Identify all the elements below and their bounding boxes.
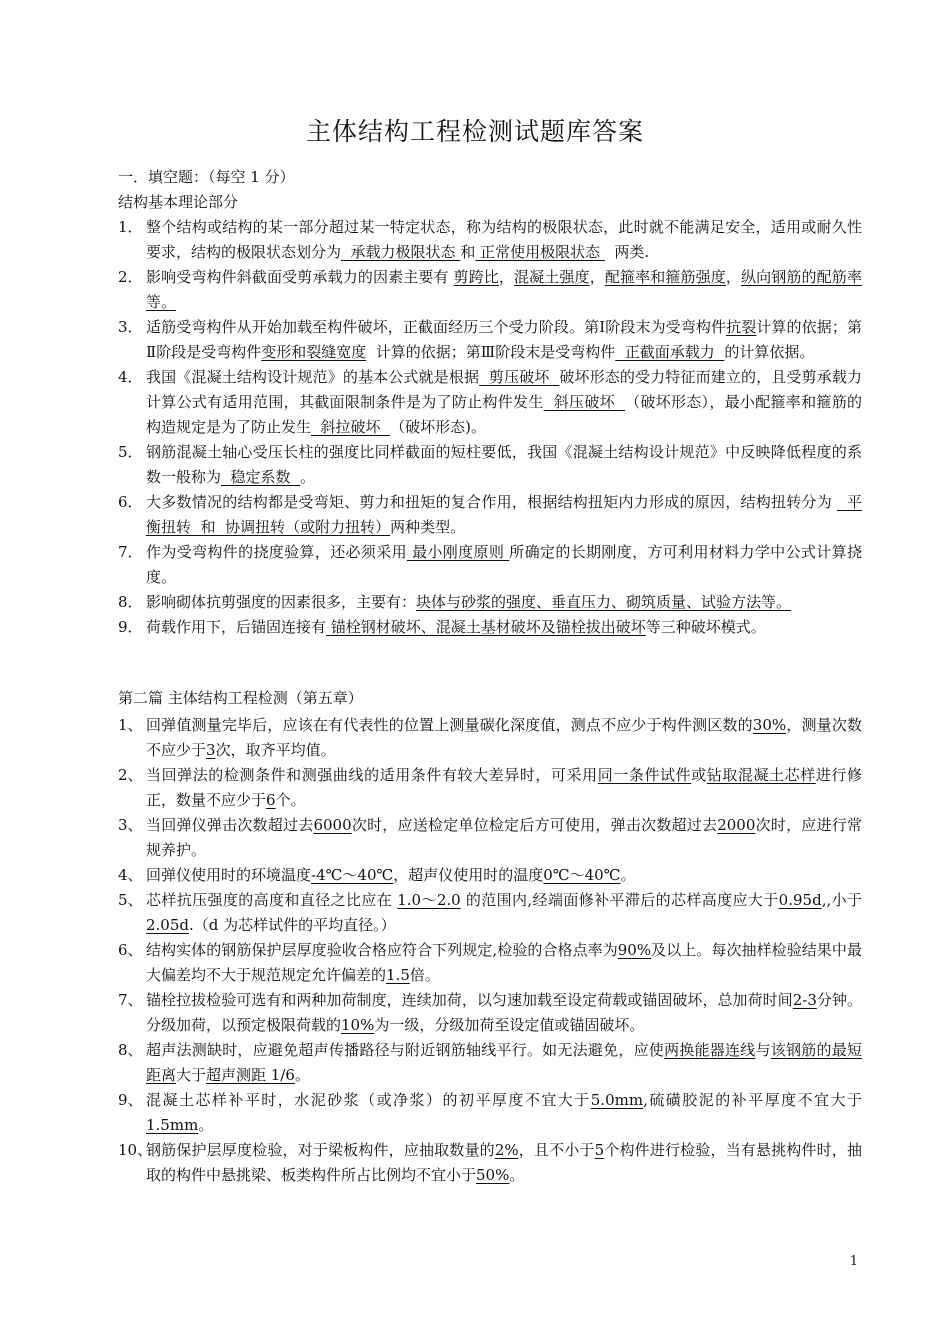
question-text: .（d 为芯样试件的平均直径。） — [189, 916, 396, 934]
question-text: 为一级，分级加荷至设定值或锚固破坏。 — [374, 1016, 645, 1034]
item-number: 4． — [118, 368, 143, 386]
answer-blank: 90% — [617, 941, 652, 959]
question-text: 倍。 — [409, 966, 440, 984]
page-number: 1 — [849, 1254, 858, 1269]
question-text: 破坏形态的受力特征而建立的，且受剪承载力计算公式有适用范围，其截面限制条件是为了防止构件发生 — [146, 368, 862, 411]
item-number: 1． — [118, 218, 143, 236]
question-text: ,,小于 — [821, 891, 862, 909]
answer-blank: 抗裂 — [726, 318, 757, 336]
item-number: 5、 — [118, 891, 143, 909]
answer-blank: 剪跨比 — [453, 268, 499, 286]
answer-blank: 1.5 — [386, 966, 410, 984]
list-item — [118, 215, 862, 265]
question-text: 回弹仪使用时的环境温度 — [146, 866, 312, 884]
question-text: 个。 — [275, 791, 306, 809]
question-text: ， — [498, 268, 515, 286]
answer-blank: 斜压破坏 — [543, 393, 626, 411]
list-item — [118, 888, 862, 938]
answer-blank: 1.5mm — [146, 1116, 199, 1134]
question-text: 。 — [620, 866, 636, 884]
answer-blank: 稳定系数 — [221, 468, 301, 486]
item-number: 7、 — [118, 991, 143, 1009]
answer-blank: 3 — [206, 741, 216, 759]
item-number: 6、 — [118, 941, 143, 959]
item-number: 2、 — [118, 766, 143, 784]
list-item — [118, 1138, 862, 1188]
answer-blank: 6000 — [313, 816, 352, 834]
answer-blank: 最小刚度原则 — [406, 543, 510, 561]
answer-blank: 剪压破坏 — [479, 368, 560, 386]
question-text: 。 — [509, 1166, 525, 1184]
question-text: （破坏形态)。 — [390, 418, 486, 436]
answer-blank: 斜拉破坏 — [311, 418, 391, 436]
item-number: 8、 — [118, 1041, 143, 1059]
section2-heading: 第二篇 主体结构工程检测（第五章） — [118, 689, 363, 707]
answer-blank: 0℃～40℃ — [543, 866, 621, 884]
question-text: 。 — [294, 1066, 310, 1084]
list-item — [118, 1088, 862, 1138]
question-text: 的计算依据。 — [724, 343, 815, 361]
question-text: 当回弹仪弹击次数超过去 — [146, 816, 314, 834]
list-item — [118, 490, 862, 540]
answer-blank: 0.95d — [778, 891, 822, 909]
question-text: ,硫磺胶泥的补平厚度不宜大于 — [643, 1091, 862, 1109]
item-number: 1、 — [118, 716, 143, 734]
question-text: 芯样抗压强度的高度和直径之比应在 — [146, 891, 398, 909]
question-text: 进行修正，数量不应少于 — [146, 766, 862, 809]
question-text: 钢筋保护层厚度检验，对于梁板构件，应抽取数量的 — [146, 1141, 495, 1159]
question-text: 计算的依据；第Ⅱ阶段是受弯构件 — [146, 318, 862, 361]
answer-blank: 配箍率和箍筋强度 — [604, 268, 726, 286]
item-number: 3． — [118, 318, 143, 336]
answer-blank: 锚栓钢材破坏、混凝土基材破坏及锚栓拔出破坏 — [326, 618, 646, 636]
section2-list — [118, 713, 862, 1188]
answer-blank: 该钢筋的最短距离 — [146, 1041, 862, 1084]
question-text: （破坏形态），最小配箍率和箍筋的构造规定是为了防止发生 — [146, 393, 862, 436]
answer-blank: 超声测距 1/6 — [206, 1066, 295, 1084]
answer-blank: 6 — [266, 791, 276, 809]
question-text: 所确定的长期刚度，方可利用材料力学中公式计算挠度。 — [146, 543, 862, 586]
document-title: 主体结构工程检测试题库答案 — [305, 117, 644, 146]
item-number: 3、 — [118, 816, 143, 834]
question-text: 次时，应送检定单位检定后方可使用，弹击次数超过去 — [351, 816, 718, 834]
answer-blank: 混凝土强度 — [514, 268, 590, 286]
question-text: 或 — [691, 766, 707, 784]
question-text: 适筋受弯构件从开始加载至构件破坏，正截面经历三个受力阶段。第Ⅰ阶段末为受弯构件 — [146, 318, 727, 336]
item-number: 2． — [118, 268, 143, 286]
list-item — [118, 938, 862, 988]
section1-list — [118, 215, 862, 640]
answer-blank: 承载力极限状态 — [341, 243, 461, 261]
answer-blank: 2% — [494, 1141, 519, 1159]
question-text: ， — [589, 268, 605, 286]
list-item — [118, 863, 862, 888]
list-item — [118, 590, 862, 615]
item-number: 5． — [118, 443, 143, 461]
list-item — [118, 713, 862, 763]
list-item — [118, 1038, 862, 1088]
item-number: 4、 — [118, 866, 143, 884]
answer-blank: 5 — [594, 1141, 605, 1159]
item-number: 10、 — [118, 1141, 153, 1159]
question-text: 钢筋混凝土轴心受压长柱的强度比同样截面的短柱要低，我国《混凝土结构设计规范》中反映降低程度的系数一般称为 — [146, 443, 862, 486]
question-text: 回弹值测量完毕后，应该在有代表性的位置上测量碳化深度值，测点不应少于构件测区数的 — [146, 716, 753, 734]
question-text: 结构实体的钢筋保护层厚度验收合格应符合下列规定,检验的合格点率为 — [146, 941, 618, 959]
answer-blank: 纵向钢筋的配筋率等。 — [146, 268, 862, 311]
question-text: 大多数情况的结构都是受弯矩、剪力和扭矩的复合作用，根据结构扭矩内力形成的原因，结构扭转分为 — [146, 493, 837, 511]
list-item — [118, 440, 862, 490]
question-text: 的范围内,经端面修补平滞后的芯样高度应大于 — [460, 891, 779, 909]
answer-blank: 变形和裂缝宽度 — [261, 343, 367, 361]
section1-heading: 一．填空题：（每空 1 分） — [118, 168, 295, 186]
question-text: 混凝土芯样补平时，水泥砂浆（或净浆）的初平厚度不宜大于 — [146, 1091, 591, 1109]
section1-subheading: 结构基本理论部分 — [118, 193, 239, 211]
question-text: ，测量次数不应少于 — [146, 716, 862, 759]
list-item — [118, 365, 862, 440]
question-text: 和 — [460, 243, 476, 261]
answer-blank: 2-3 — [792, 991, 817, 1009]
question-text: 影响受弯构件斜截面受剪承载力的因素主要有 — [146, 268, 454, 286]
question-text: 影响砌体抗剪强度的因素很多，主要有： — [146, 593, 417, 611]
question-text: 等三种破坏模式。 — [645, 618, 766, 636]
question-text: 。 — [198, 1116, 214, 1134]
question-text: 两种类型。 — [390, 518, 466, 536]
answer-blank: 2000 — [717, 816, 756, 834]
question-text: 整个结构或结构的某一部分超过某一特定状态，称为结构的极限状态，此时就不能满足安全，适用或耐久性要求，结构的极限状态划分为 — [146, 218, 862, 261]
answer-blank: 1.0～2.0 — [397, 891, 461, 909]
question-text: 次，取齐平均值。 — [215, 741, 336, 759]
question-text: 分钟。分级加荷，以预定极限荷载的 — [146, 991, 862, 1034]
question-text: ，超声仪使用时的温度 — [393, 866, 544, 884]
list-item — [118, 763, 862, 813]
item-number: 9． — [118, 618, 143, 636]
question-text: ， — [725, 268, 742, 286]
question-text: 个构件进行检验，当有悬挑构件时，抽取的构件中悬挑梁、板类构件所占比例均不宜小于 — [146, 1141, 862, 1184]
answer-blank: 2.05d — [146, 916, 190, 934]
question-text: 次时，应进行常规养护。 — [146, 816, 862, 859]
answer-blank: 5.0mm — [590, 1091, 644, 1109]
list-item — [118, 615, 862, 640]
question-text: 与 — [755, 1041, 771, 1059]
question-text: ，且不小于 — [518, 1141, 595, 1159]
item-number: 6． — [118, 493, 143, 511]
question-text: 作为受弯构件的挠度验算，还必须采用 — [146, 543, 407, 561]
answer-blank: 正截面承载力 — [615, 343, 725, 361]
item-number: 7． — [118, 543, 143, 561]
answer-blank: 块体与砂浆的强度、垂直压力、砌筑质量、试验方法等。 — [416, 593, 792, 611]
list-item — [118, 988, 862, 1038]
question-text: 锚栓拉拔检验可选有和两种加荷制度，连续加荷，以匀速加载至设定荷载或锚固破坏，总加荷时间 — [146, 991, 793, 1009]
question-text: 荷载作用下，后锚固连接有 — [146, 618, 327, 636]
list-item — [118, 540, 862, 590]
answer-blank: 50% — [476, 1166, 510, 1184]
question-text: 当回弹法的检测条件和测强曲线的适用条件有较大差异时，可采用 — [146, 766, 598, 784]
item-number: 8． — [118, 593, 143, 611]
question-text: 大于 — [176, 1066, 207, 1084]
item-number: 9、 — [118, 1091, 143, 1109]
question-text: 我国《混凝土结构设计规范》的基本公式就是根据 — [146, 368, 480, 386]
question-text: 。 — [300, 468, 316, 486]
list-item — [118, 813, 862, 863]
answer-blank: 钻取混凝土芯样 — [706, 766, 816, 784]
question-text: 两类. — [604, 243, 650, 261]
answer-blank: 同一条件试件 — [597, 766, 692, 784]
list-item — [118, 265, 862, 315]
answer-blank: 正常使用极限状态 — [475, 243, 605, 261]
question-text: 计算的依据；第Ⅲ阶段末是受弯构件 — [366, 343, 616, 361]
question-text: 及以上。每次抽样检验结果中最大偏差均不大于规范规定允许偏差的 — [146, 941, 862, 984]
answer-blank: -4℃～40℃ — [311, 866, 394, 884]
list-item — [118, 315, 862, 365]
answer-blank: 30% — [752, 716, 787, 734]
answer-blank: 平衡扭转 和 协调扭转（或附力扭转） — [146, 493, 862, 536]
answer-blank: 10% — [341, 1016, 375, 1034]
answer-blank: 两换能器连线 — [664, 1041, 756, 1059]
question-text: 超声法测缺时，应避免超声传播路径与附近钢筋轴线平行。如无法避免，应使 — [146, 1041, 665, 1059]
